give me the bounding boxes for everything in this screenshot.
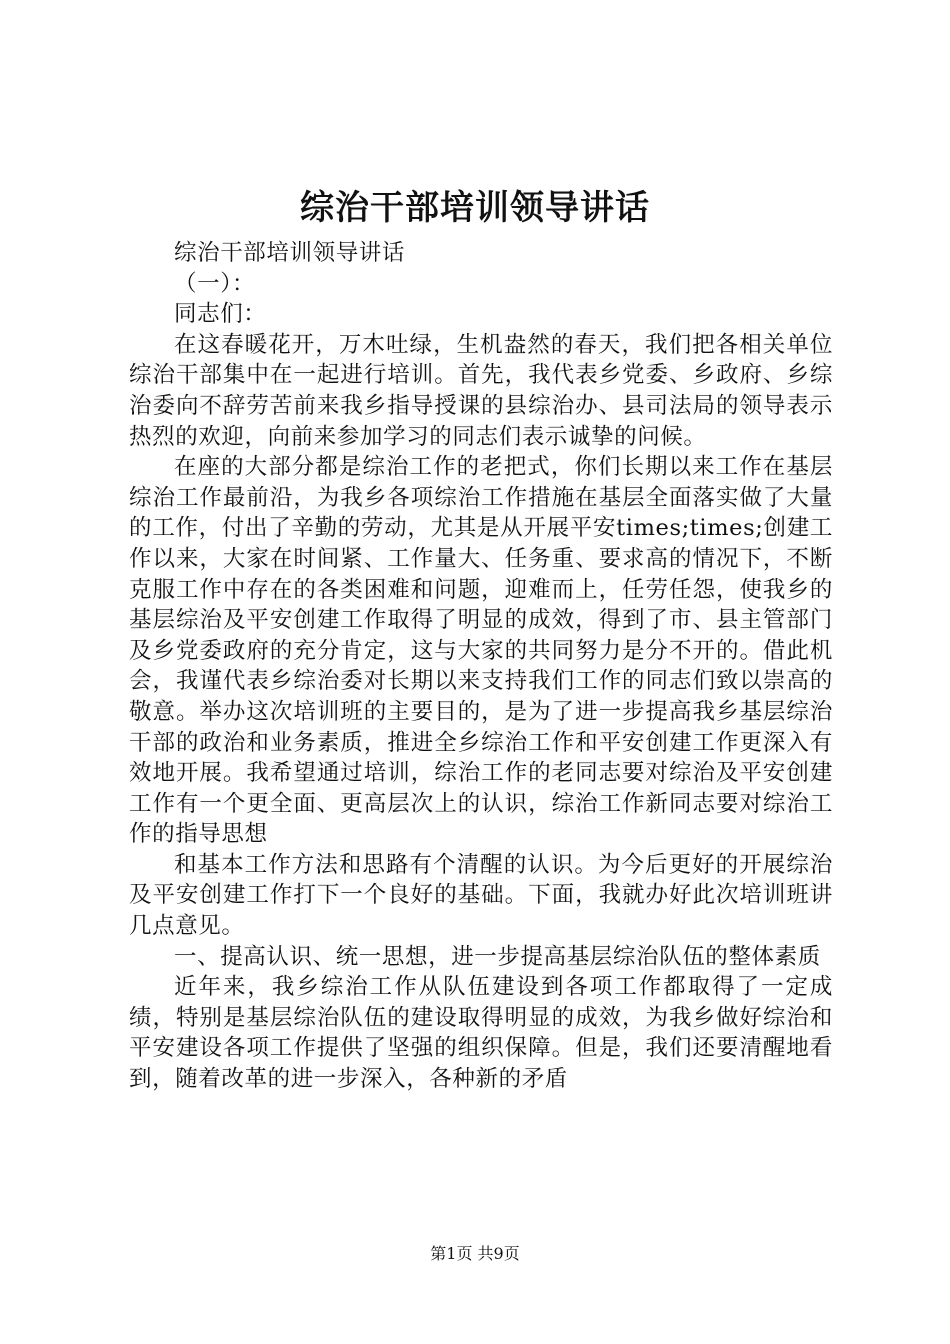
page-footer: 第1页 共9页 (430, 1244, 520, 1263)
paragraph-welcome: 在这春暖花开，万木吐绿，生机盎然的春天，我们把各相关单位综治干部集中在一起进行培训。首先，我代表乡党委、乡政府、乡综治委向不辞劳苦前来我乡指导授课的县综治办、县司法局的领导表示热烈的欢迎，向前来参加学习的同志们表示诚挚的问候。 (129, 331, 833, 450)
paragraph-continuation: 和基本工作方法和思路有个清醒的认识。为今后更好的开展综治及平安创建工作打下一个良好的基础。下面，我就办好此次培训班讲几点意见。 (129, 851, 833, 940)
document-body (129, 238, 833, 1095)
paragraph-salutation: 同志们： (174, 301, 267, 328)
paragraph-appreciation: 在座的大部分都是综治工作的老把式，你们长期以来工作在基层综治工作最前沿，为我乡各项综治工作措施在基层全面落实做了大量的工作，付出了辛勤的劳动，尤其是从开展平安times;times;创建工作以来，大家在时间紧、工作量大、任务重、要求高的情况下，不断克服工作中存在的各类困难和问题，迎难而上，任劳任怨，使我乡的基层综治及平安创建工作取得了明显的成效，得到了市、县主管部门及乡党委政府的充分肯定，这与大家的共同努力是分不开的。借此机会，我谨代表乡综治委对长期以来支持我们工作的同志们致以崇高的敬意。举办这次培训班的主要目的，是为了进一步提高我乡基层综治干部的政治和业务素质，推进全乡综治工作和平安创建工作更深入有效地开展。我希望通过培训，综治工作的老同志要对综治及平安创建工作有一个更全面、更高层次上的认识，综治工作新同志要对综治工作的指导思想 (129, 454, 833, 848)
document-title: 综治干部培训领导讲话 (300, 188, 650, 228)
paragraph-recent-years: 近年来，我乡综治工作从队伍建设到各项工作都取得了一定成绩，特别是基层综治队伍的建设取得明显的成效，为我乡做好综治和平安建设各项工作提供了坚强的组织保障。但是，我们还要清醒地看到，随着改革的进一步深入，各种新的矛盾 (129, 974, 833, 1093)
paragraph-heading-one: 一、提高认识、统一思想，进一步提高基层综治队伍的整体素质 (174, 943, 821, 970)
paragraph-section-marker: （一）： (174, 270, 256, 297)
paragraph-subtitle: 综治干部培训领导讲话 (174, 240, 406, 266)
